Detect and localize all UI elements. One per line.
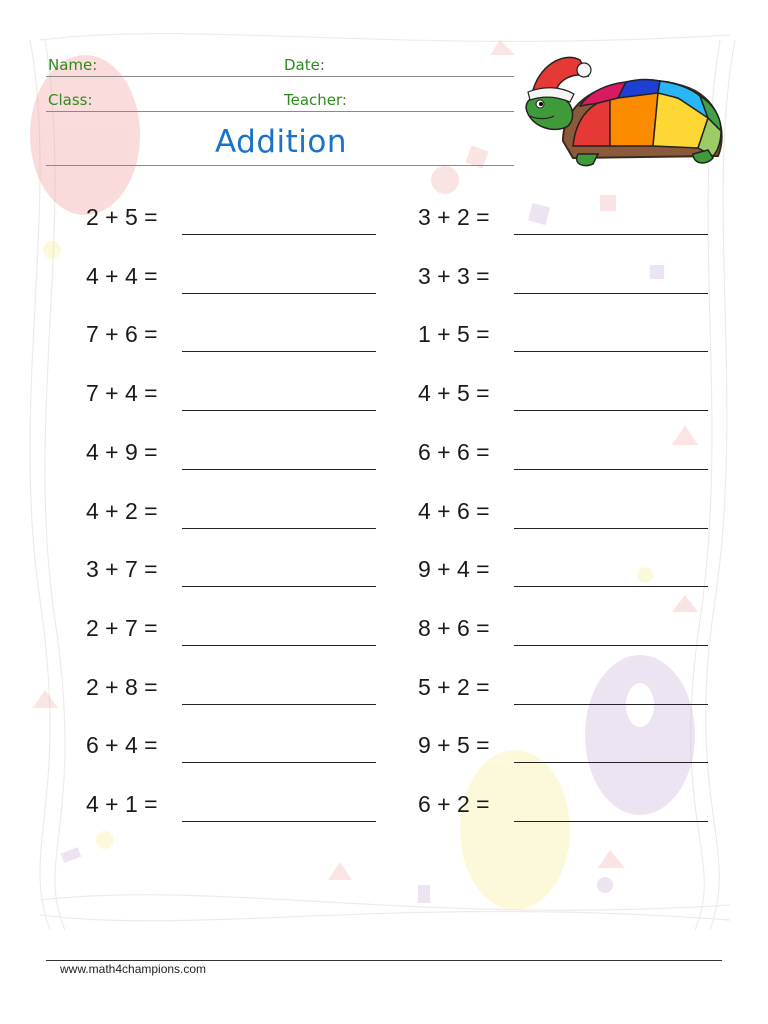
equation: 9 + 5 = <box>418 732 490 759</box>
answer-line[interactable] <box>182 704 376 705</box>
problem-row <box>418 554 718 594</box>
problem-row <box>86 202 386 242</box>
problem-row <box>418 613 718 653</box>
problem-row <box>418 378 718 418</box>
equation: 8 + 6 = <box>418 614 490 641</box>
problem-row <box>418 202 718 242</box>
problem-row <box>418 789 718 829</box>
equation: 7 + 4 = <box>86 380 158 407</box>
problem-row <box>86 554 386 594</box>
footer-url: www.math4champions.com <box>60 962 207 976</box>
footer-divider <box>46 960 722 961</box>
problem-row <box>86 672 386 712</box>
problem-row <box>86 496 386 536</box>
equation: 4 + 9 = <box>86 438 158 465</box>
equation: 3 + 7 = <box>86 556 158 583</box>
answer-line[interactable] <box>514 704 708 705</box>
name-date-line <box>46 76 514 77</box>
answer-line[interactable] <box>182 586 376 587</box>
problem-row <box>418 261 718 301</box>
answer-line[interactable] <box>182 469 376 470</box>
equation: 6 + 2 = <box>418 791 490 817</box>
answer-line[interactable] <box>182 410 376 411</box>
equation: 4 + 6 = <box>418 497 490 524</box>
class-label: Class: <box>48 91 93 109</box>
date-label: Date: <box>284 56 325 74</box>
problem-row <box>86 378 386 418</box>
answer-line[interactable] <box>182 234 376 235</box>
equation: 5 + 2 = <box>418 673 490 700</box>
problem-row <box>418 496 718 536</box>
turtle-illustration <box>518 46 728 171</box>
equation: 2 + 8 = <box>86 673 158 700</box>
problem-row <box>86 319 386 359</box>
class-teacher-line <box>46 111 514 112</box>
worksheet-title: Addition <box>214 124 347 160</box>
answer-line[interactable] <box>182 293 376 294</box>
equation: 4 + 1 = <box>86 791 158 817</box>
problem-row <box>418 672 718 712</box>
equation: 9 + 4 = <box>418 556 490 583</box>
problem-row <box>86 730 386 770</box>
equation: 2 + 5 = <box>86 204 158 230</box>
answer-line[interactable] <box>514 410 708 411</box>
problem-row <box>86 613 386 653</box>
answer-line[interactable] <box>182 528 376 529</box>
answer-line[interactable] <box>514 528 708 529</box>
answer-line[interactable] <box>182 762 376 763</box>
equation: 6 + 6 = <box>418 438 490 465</box>
equation: 2 + 7 = <box>86 614 158 641</box>
answer-line[interactable] <box>514 645 708 646</box>
answer-line[interactable] <box>514 293 708 294</box>
answer-line[interactable] <box>182 351 376 352</box>
equation: 7 + 6 = <box>86 321 158 348</box>
problem-row <box>418 437 718 477</box>
problem-row <box>86 261 386 301</box>
equation: 6 + 4 = <box>86 732 158 759</box>
equation: 4 + 2 = <box>86 497 158 524</box>
equation: 4 + 5 = <box>418 380 490 407</box>
answer-line[interactable] <box>514 234 708 235</box>
answer-line[interactable] <box>514 762 708 763</box>
equation: 1 + 5 = <box>418 321 490 348</box>
teacher-label: Teacher: <box>284 91 347 109</box>
name-label: Name: <box>48 56 98 74</box>
answer-line[interactable] <box>514 351 708 352</box>
answer-line[interactable] <box>182 821 376 822</box>
problem-row <box>86 789 386 829</box>
answer-line[interactable] <box>514 821 708 822</box>
answer-line[interactable] <box>514 586 708 587</box>
title-underline <box>46 165 514 166</box>
equation: 3 + 2 = <box>418 204 490 230</box>
answer-line[interactable] <box>182 645 376 646</box>
equation: 4 + 4 = <box>86 262 158 289</box>
answer-line[interactable] <box>514 469 708 470</box>
problem-row <box>418 319 718 359</box>
equation: 3 + 3 = <box>418 262 490 289</box>
problem-row <box>418 730 718 770</box>
problem-row <box>86 437 386 477</box>
